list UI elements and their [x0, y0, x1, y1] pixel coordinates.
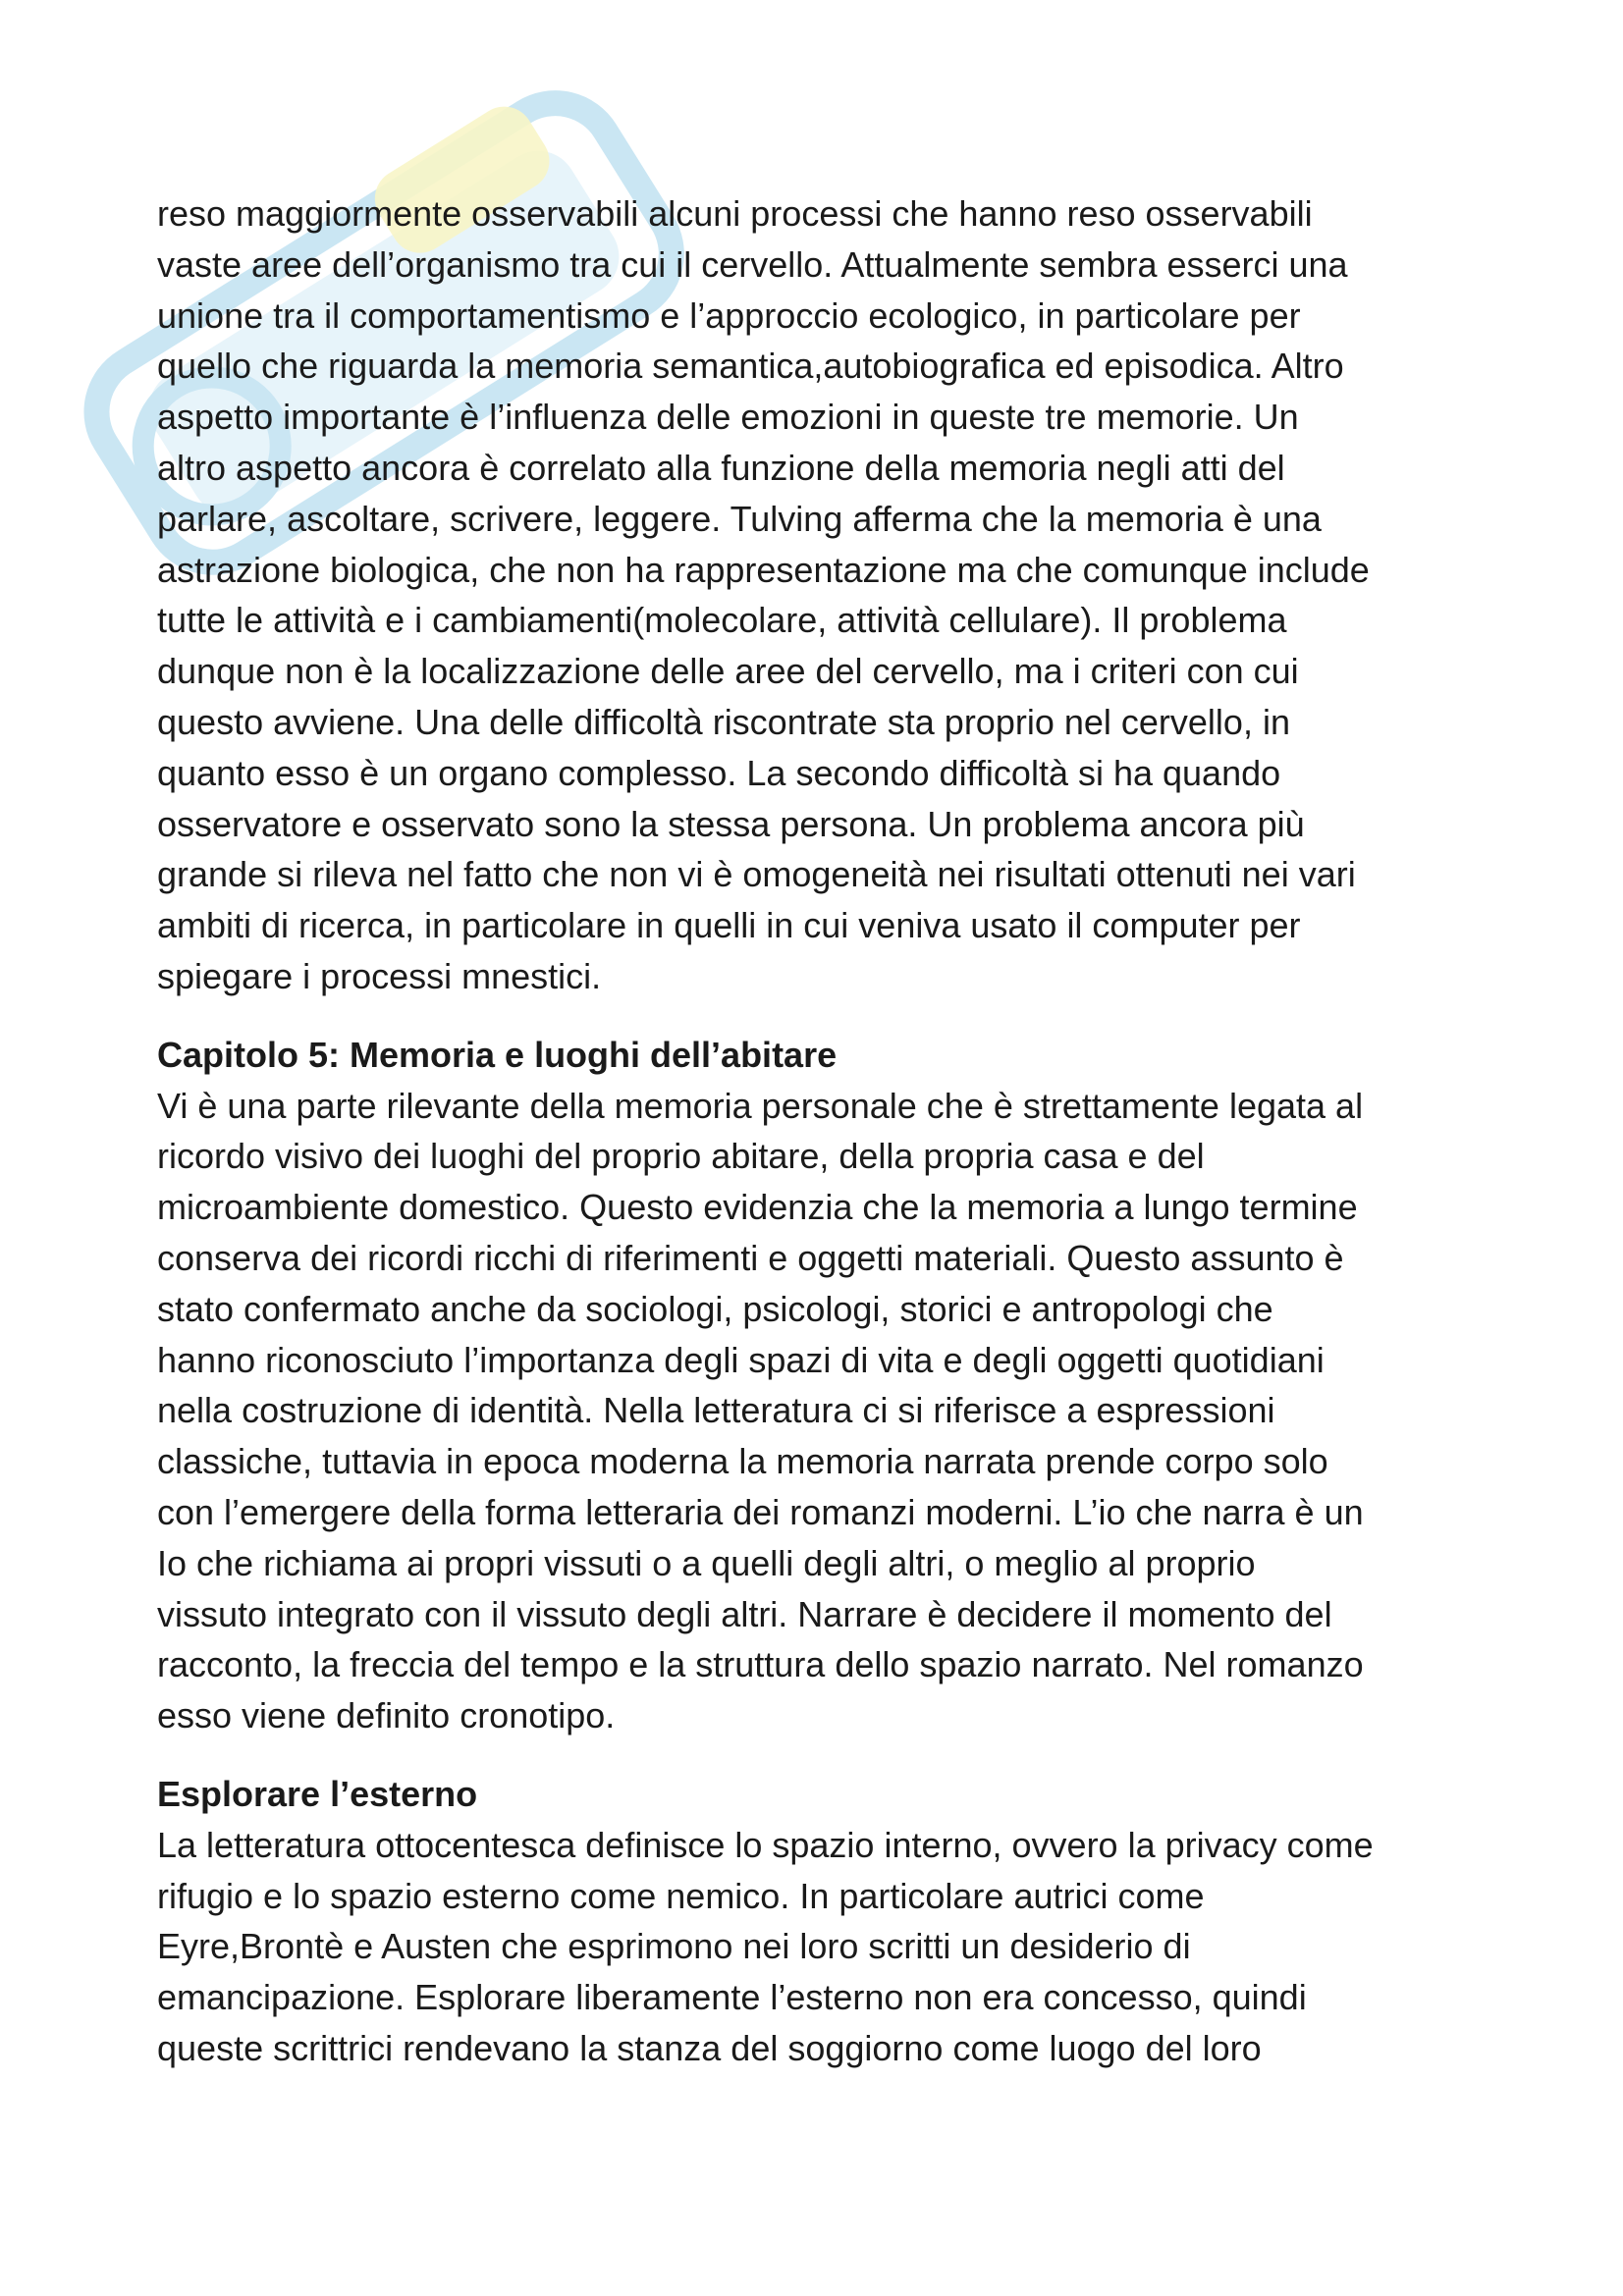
text-line: racconto, la freccia del tempo e la struttura dello spazio narrato. Nel romanzo: [157, 1644, 1364, 1685]
text-line: conserva dei ricordi ricchi di riferimenti e oggetti materiali. Questo assunto è: [157, 1237, 1344, 1278]
text-line: esso viene definito cronotipo.: [157, 1695, 616, 1736]
paragraph-1: [157, 188, 1492, 1002]
text-line: questo avviene. Una delle difficoltà riscontrate sta proprio nel cervello, in: [157, 701, 1290, 742]
text-line: quanto esso è un organo complesso. La secondo difficoltà si ha quando: [157, 752, 1281, 793]
text-line: hanno riconosciuto l’importanza degli spazi di vita e degli oggetti quotidiani: [157, 1339, 1325, 1380]
text-line: unione tra il comportamentismo e l’approccio ecologico, in particolare per: [157, 294, 1301, 336]
text-line: Vi è una parte rilevante della memoria personale che è strettamente legata al: [157, 1085, 1364, 1126]
text-line: parlare, ascoltare, scrivere, leggere. Tulving afferma che la memoria è una: [157, 498, 1322, 539]
section-heading-esplorare: Esplorare l’esterno: [157, 1773, 478, 1814]
text-line: altro aspetto ancora è correlato alla funzione della memoria negli atti del: [157, 447, 1285, 488]
text-line: stato confermato anche da sociologi, psicologi, storici e antropologi che: [157, 1288, 1273, 1329]
text-line: con l’emergere della forma letteraria dei romanzi moderni. L’io che narra è un: [157, 1491, 1364, 1532]
paragraph-2: [157, 1081, 1492, 1741]
text-line: dunque non è la localizzazione delle aree del cervello, ma i criteri con cui: [157, 651, 1299, 692]
text-line: reso maggiormente osservabili alcuni processi che hanno reso osservabili: [157, 193, 1313, 234]
text-line: astrazione biologica, che non ha rappresentazione ma che comunque include: [157, 549, 1370, 590]
text-line: Eyre,Brontè e Austen che esprimono nei loro scritti un desiderio di: [157, 1926, 1191, 1967]
text-line: Io che richiama ai propri vissuti o a quelli degli altri, o meglio al proprio: [157, 1542, 1256, 1583]
text-line: spiegare i processi mnestici.: [157, 955, 602, 996]
text-line: grande si rileva nel fatto che non vi è omogeneità nei risultati ottenuti nei vari: [157, 854, 1356, 895]
text-line: classiche, tuttavia in epoca moderna la memoria narrata prende corpo solo: [157, 1441, 1328, 1482]
text-line: microambiente domestico. Questo evidenzia che la memoria a lungo termine: [157, 1187, 1358, 1228]
text-line: vissuto integrato con il vissuto degli altri. Narrare è decidere il momento del: [157, 1593, 1332, 1634]
text-line: ricordo visivo dei luoghi del proprio abitare, della propria casa e del: [157, 1136, 1205, 1177]
text-line: osservatore e osservato sono la stessa persona. Un problema ancora più: [157, 803, 1305, 844]
paragraph-3: [157, 1820, 1492, 2074]
text-line: rifugio e lo spazio esterno come nemico. In particolare autrici come: [157, 1875, 1205, 1916]
text-line: vaste aree dell’organismo tra cui il cervello. Attualmente sembra esserci una: [157, 243, 1348, 285]
text-line: emancipazione. Esplorare liberamente l’esterno non era concesso, quindi: [157, 1977, 1307, 2018]
text-line: queste scrittrici rendevano la stanza del soggiorno come luogo del loro: [157, 2027, 1262, 2068]
text-line: tutte le attività e i cambiamenti(molecolare, attività cellulare). Il problema: [157, 600, 1287, 641]
text-line: quello che riguarda la memoria semantica,autobiografica ed episodica. Altro: [157, 346, 1344, 387]
text-line: ambiti di ricerca, in particolare in quelli in cui veniva usato il computer per: [157, 905, 1301, 946]
text-line: nella costruzione di identità. Nella letteratura ci si riferisce a espressioni: [157, 1390, 1275, 1431]
text-line: La letteratura ottocentesca definisce lo spazio interno, ovvero la privacy come: [157, 1824, 1374, 1865]
document-body: [157, 188, 1492, 2102]
section-heading-chapter-5: Capitolo 5: Memoria e luoghi dell’abitare: [157, 1034, 838, 1075]
text-line: aspetto importante è l’influenza delle emozioni in queste tre memorie. Un: [157, 397, 1299, 438]
